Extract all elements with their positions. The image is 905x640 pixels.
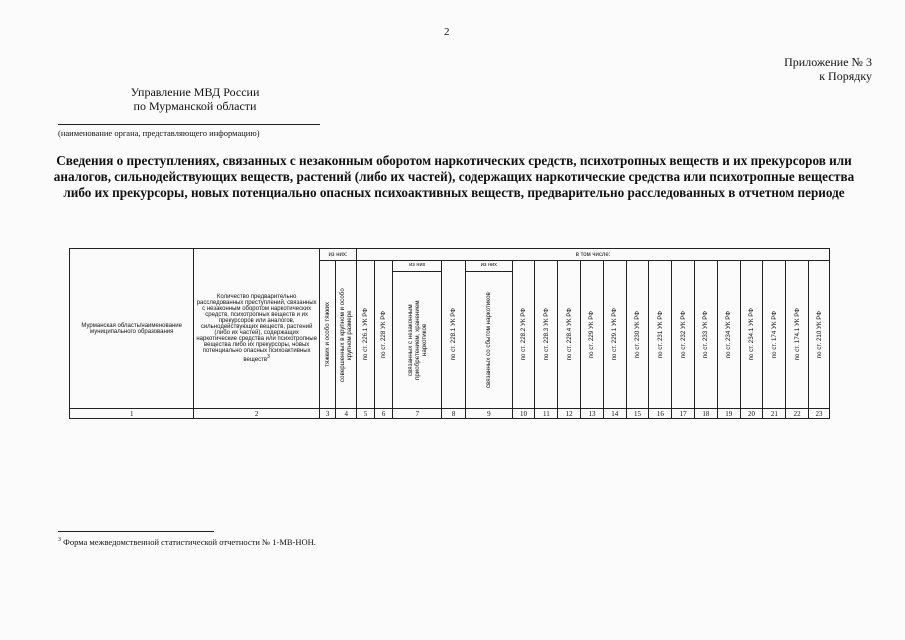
header-col-16: по ст. 231 УК РФ [649,261,672,409]
column-number: 22 [786,409,809,419]
organization-name [100,85,290,113]
header-col-18: по ст. 233 УК РФ [695,261,718,409]
header-col-5: по ст. 226.1 УК РФ [357,261,375,409]
header-col-8: по ст. 228.1 УК РФ [442,261,466,409]
organization-underline [58,124,320,125]
header-col-19: по ст. 234 УК РФ [717,261,740,409]
column-number: 20 [740,409,763,419]
column-number: 4 [336,409,357,419]
column-number: 11 [535,409,558,419]
header-col-22: по ст. 174.1 УК РФ [786,261,809,409]
column-number: 8 [442,409,466,419]
header-col-9: связанных со сбытом наркотиков [466,272,513,409]
header-col-15: по ст. 230 УК РФ [626,261,649,409]
appendix-heading [784,55,872,83]
header-col-7: связанных с незаконным приобретением, хранением наркотиков [393,272,442,409]
header-municipality: Мурманская область/наименование муниципального образования [70,249,194,409]
header-col-7-of-them: из них [393,261,442,272]
document-title: Сведения о преступлениях, связанных с незаконным оборотом наркотических средств, психотропных веществ и их прекурсоров или аналогов, сильнодействующих веществ, растений (либо их частей), содержащих наркотические средства или психотропные вещества либо их прекурсоры, новых потенциально опасных психоактивных веществ, предварительно расследованных в отчетном периоде [53,153,855,200]
footnote: $^3$ Форма межведомственной статистической отчетности № 1-МВ-НОН. [58,537,316,547]
appendix-line2: к Порядку [819,69,872,83]
column-number: 17 [672,409,695,419]
column-number: 21 [763,409,786,419]
header-col-23: по ст. 210 УК РФ [809,261,830,409]
column-number-row [70,409,830,419]
header-col-10: по ст. 228.2 УК РФ [512,261,535,409]
column-number: 9 [466,409,513,419]
column-number: 19 [717,409,740,419]
column-number: 7 [393,409,442,419]
column-number: 1 [70,409,194,419]
column-number: 18 [695,409,718,419]
organization-line1: Управление МВД России [130,85,260,99]
column-number: 3 [319,409,336,419]
header-of-them: из них: [319,249,356,261]
header-col-21: по ст. 174 УК РФ [763,261,786,409]
column-number: 12 [558,409,581,419]
header-col-14: по ст. 229.1 УК РФ [603,261,626,409]
column-number: 13 [581,409,604,419]
header-total-crimes: Количество предварительно расследованных преступлений, связанных с незаконным оборотом наркотических средств, психотропных веществ и их прекурсоров или аналогов, сильнодействующих веществ, растений (либо их частей), содержащих наркотические средства или психотропные вещества либо их прекурсоры, новых потенциально опасных психоактивных веществ$^3$ [194,249,319,409]
header-col-12: по ст. 228.4 УК РФ [558,261,581,409]
footnote-separator [58,531,214,532]
column-number: 23 [809,409,830,419]
statistics-table [69,248,830,419]
column-number: 10 [512,409,535,419]
header-col-6: по ст. 228 УК РФ [374,261,393,409]
appendix-line1: Приложение № 3 [784,55,872,69]
organization-caption: (наименование органа, представляющего информацию) [58,128,260,138]
column-number: 5 [357,409,375,419]
header-col-4: совершенных в крупном и особо крупном размере [336,261,357,409]
header-col-17: по ст. 232 УК РФ [672,261,695,409]
column-number: 15 [626,409,649,419]
organization-line2: по Мурманской области [133,99,257,113]
header-col-11: по ст. 228.3 УК РФ [535,261,558,409]
column-number: 6 [374,409,393,419]
column-number: 14 [603,409,626,419]
column-number: 16 [649,409,672,419]
header-including: в том числе: [357,249,830,261]
header-col-9-of-them: из них [466,261,513,272]
column-number: 2 [194,409,319,419]
header-col-3: тяжких и особо тяжких [319,261,336,409]
page-number: 2 [444,26,450,38]
header-col-20: по ст. 234.1 УК РФ [740,261,763,409]
header-col-13: по ст. 229 УК РФ [581,261,604,409]
